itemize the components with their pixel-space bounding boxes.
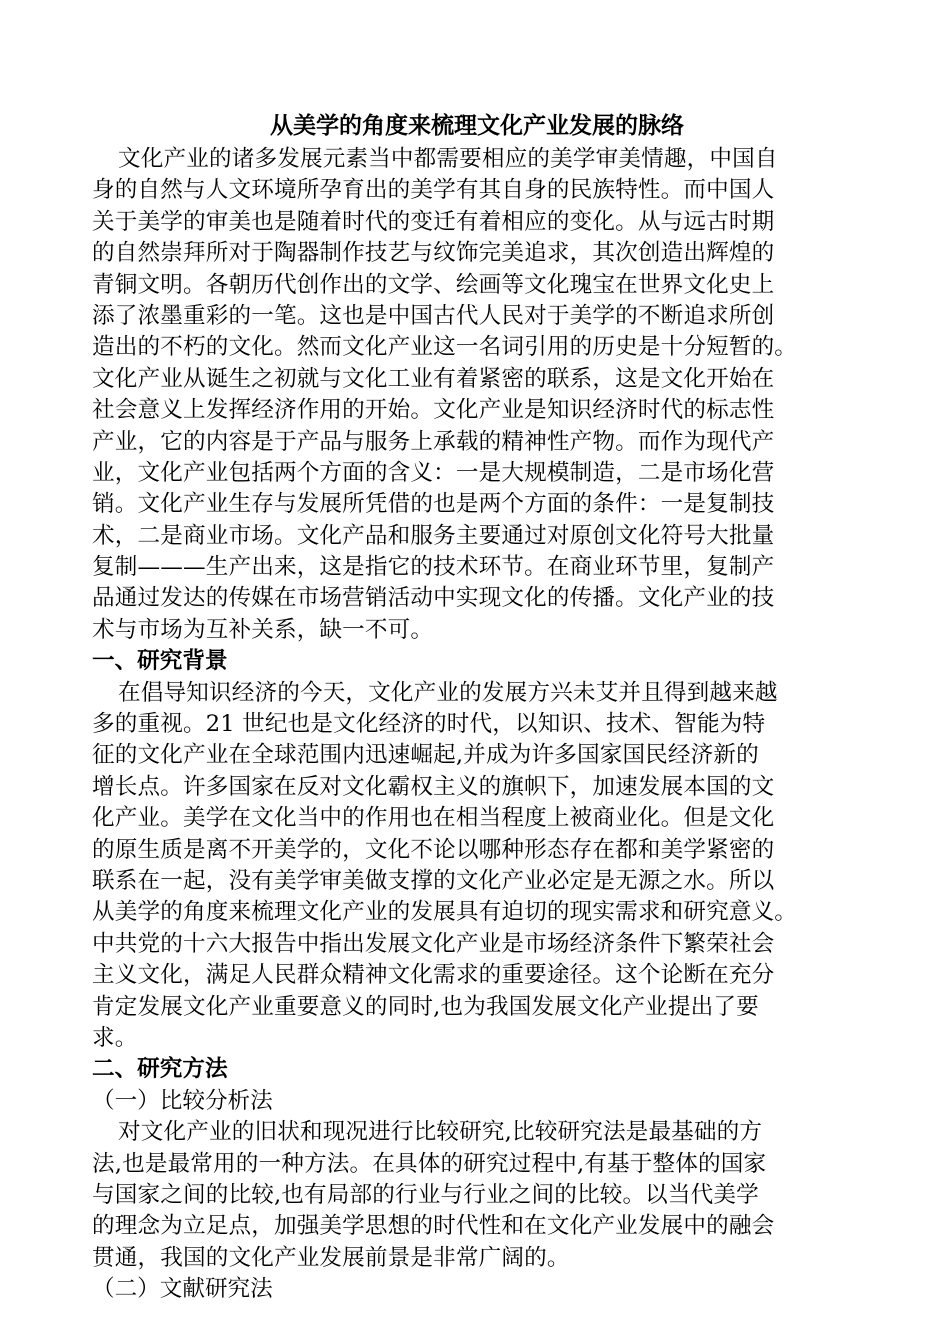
comparative-paragraph <box>92 1117 862 1274</box>
paragraph-line: 中共党的十六大报告中指出发展文化产业是市场经济条件下繁荣社会 <box>92 930 775 957</box>
subsection-heading-comparative: （一）比较分析法 <box>92 1087 273 1114</box>
paragraph-line: 添了浓墨重彩的一笔。这也是中国古代人民对于美学的不断追求所创 <box>92 302 775 329</box>
paragraph-line: 的原生质是离不开美学的，文化不论以哪种形态存在都和美学紧密的 <box>92 836 775 863</box>
paragraph-line: 的理念为立足点，加强美学思想的时代性和在文化产业发展中的融会 <box>92 1213 775 1240</box>
paragraph-line: 关于美学的审美也是随着时代的变迁有着相应的变化。从与远古时期 <box>92 208 775 235</box>
document-title: 从美学的角度来梳理文化产业发展的脉络 <box>270 112 684 139</box>
paragraph-line: 对文化产业的旧状和现况进行比较研究,比较研究法是最基础的方 <box>118 1119 763 1146</box>
paragraph-line: 文化产业从诞生之初就与文化工业有着紧密的联系，这是文化开始在 <box>92 365 775 392</box>
paragraph-line: 青铜文明。各朝历代创作出的文学、绘画等文化瑰宝在世界文化史上 <box>92 271 775 298</box>
paragraph-line: 术与市场为互补关系，缺一不可。 <box>92 616 434 643</box>
paragraph-line: 身的自然与人文环境所孕育出的美学有其自身的民族特性。而中国人 <box>92 177 775 204</box>
background-paragraph <box>92 678 862 1055</box>
paragraph-line: 贯通，我国的文化产业发展前景是非常广阔的。 <box>92 1244 570 1271</box>
section-heading-background: 一、研究背景 <box>92 648 228 675</box>
paragraph-line: 品通过发达的传媒在市场营销活动中实现文化的传播。文化产业的技 <box>92 585 775 612</box>
paragraph-line: 术，二是商业市场。文化产品和服务主要通过对原创文化符号大批量 <box>92 522 775 549</box>
paragraph-line: 肯定发展文化产业重要意义的同时,也为我国发展文化产业提出了要 <box>92 993 759 1020</box>
paragraph-line: 主义文化，满足人民群众精神文化需求的重要途径。这个论断在充分 <box>92 962 775 989</box>
paragraph-line: 征的文化产业在全球范围内迅速崛起,并成为许多国家国民经济新的 <box>92 742 759 769</box>
paragraph-line: 复制———生产出来，这是指它的技术环节。在商业环节里，复制产 <box>92 554 775 581</box>
paragraph-line: 增长点。许多国家在反对文化霸权主义的旗帜下，加速发展本国的文 <box>92 773 775 800</box>
subsection-heading-literature: （二）文献研究法 <box>92 1276 273 1303</box>
paragraph-line: 从美学的角度来梳理文化产业的发展具有迫切的现实需求和研究意义。 <box>92 899 798 926</box>
paragraph-line: 社会意义上发挥经济作用的开始。文化产业是知识经济时代的标志性 <box>92 397 775 424</box>
paragraph-line: 在倡导知识经济的今天，文化产业的发展方兴未艾并且得到越来越 <box>118 679 778 706</box>
paragraph-line: 文化产业的诸多发展元素当中都需要相应的美学审美情趣，中国自 <box>118 146 778 172</box>
section-heading-methods: 二、研究方法 <box>92 1056 228 1083</box>
paragraph-line: 造出的不朽的文化。然而文化产业这一名词引用的历史是十分短暂的。 <box>92 334 798 361</box>
paragraph-line: 销。文化产业生存与发展所凭借的也是两个方面的条件：一是复制技 <box>92 491 775 518</box>
paragraph-line: 法,也是最常用的一种方法。在具体的研究过程中,有基于整体的国家 <box>92 1150 767 1177</box>
paragraph-line: 联系在一起，没有美学审美做支撑的文化产业必定是无源之水。所以 <box>92 867 775 894</box>
document-page <box>92 110 862 1305</box>
paragraph-line: 与国家之间的比较,也有局部的行业与行业之间的比较。以当代美学 <box>92 1181 759 1208</box>
paragraph-line: 产业，它的内容是于产品与服务上承载的精神性产物。而作为现代产 <box>92 428 775 455</box>
intro-paragraph <box>92 144 862 646</box>
paragraph-line: 化产业。美学在文化当中的作用也在相当程度上被商业化。但是文化 <box>92 805 775 832</box>
paragraph-line: 求。 <box>92 1024 138 1051</box>
paragraph-line: 业，文化产业包括两个方面的含义：一是大规模制造，二是市场化营 <box>92 459 775 486</box>
paragraph-line: 多的重视。21 世纪也是文化经济的时代，以知识、技术、智能为特 <box>92 711 766 738</box>
paragraph-line: 的自然崇拜所对于陶器制作技艺与纹饰完美追求，其次创造出辉煌的 <box>92 240 775 267</box>
